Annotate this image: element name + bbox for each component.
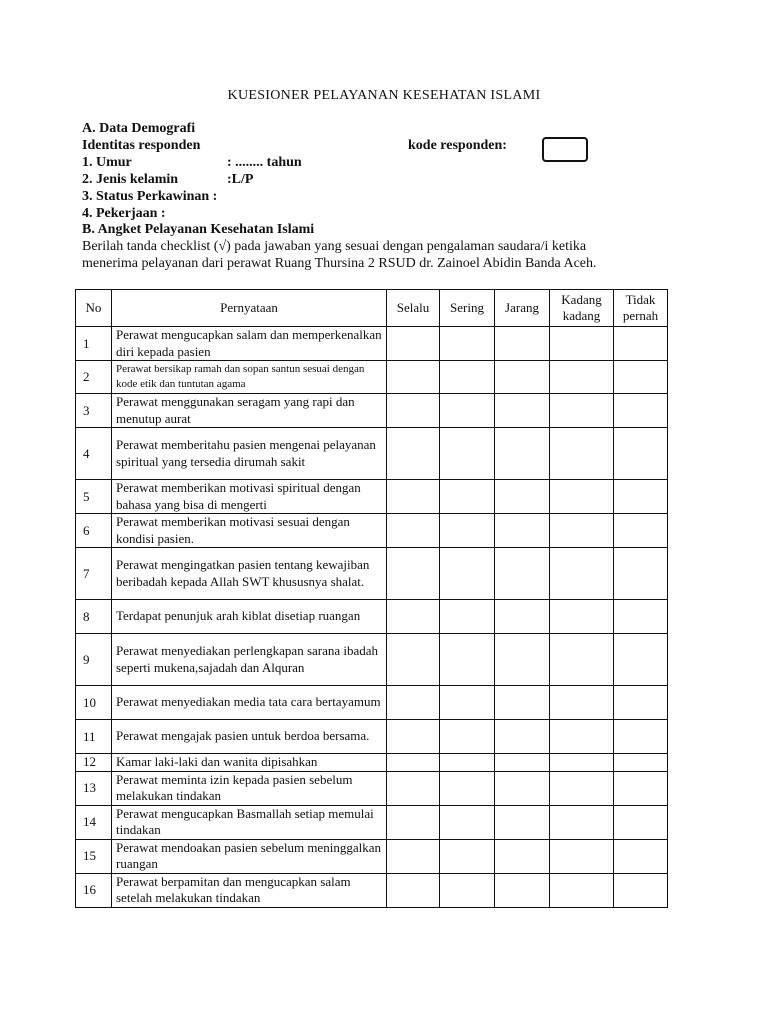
answer-tidak-pernah-cell[interactable]	[614, 805, 668, 839]
field-pekerjaan-label: 4. Pekerjaan :	[82, 206, 166, 221]
table-row	[76, 873, 668, 907]
answer-jarang-cell[interactable]	[495, 514, 550, 548]
row-statement: Perawat memberitahu pasien mengenai pelayanan spiritual yang tersedia dirumah sakit	[112, 428, 387, 480]
answer-jarang-cell[interactable]	[495, 327, 550, 361]
answer-tidak-pernah-cell[interactable]	[614, 361, 668, 394]
answer-selalu-cell[interactable]	[387, 600, 440, 634]
answer-kadang-cell[interactable]	[550, 428, 614, 480]
answer-selalu-cell[interactable]	[387, 548, 440, 600]
row-number: 13	[76, 771, 112, 805]
answer-sering-cell[interactable]	[440, 873, 495, 907]
answer-sering-cell[interactable]	[440, 480, 495, 514]
answer-sering-cell[interactable]	[440, 327, 495, 361]
answer-jarang-cell[interactable]	[495, 873, 550, 907]
table-row	[76, 634, 668, 686]
instruction-line-1: Berilah tanda checklist (√) pada jawaban yang sesuai dengan pengalaman saudara/i ketika	[82, 239, 587, 254]
answer-kadang-cell[interactable]	[550, 805, 614, 839]
table-row	[76, 600, 668, 634]
section-a-heading: A. Data Demografi	[82, 121, 196, 136]
answer-selalu-cell[interactable]	[387, 428, 440, 480]
answer-tidak-pernah-cell[interactable]	[614, 873, 668, 907]
answer-tidak-pernah-cell[interactable]	[614, 600, 668, 634]
table-header-row	[76, 290, 668, 327]
answer-jarang-cell[interactable]	[495, 394, 550, 428]
answer-kadang-cell[interactable]	[550, 394, 614, 428]
answer-selalu-cell[interactable]	[387, 839, 440, 873]
row-number: 15	[76, 839, 112, 873]
row-statement: Perawat meminta izin kepada pasien sebelum melakukan tindakan	[112, 771, 387, 805]
row-number: 8	[76, 600, 112, 634]
answer-selalu-cell[interactable]	[387, 394, 440, 428]
answer-tidak-pernah-cell[interactable]	[614, 394, 668, 428]
row-statement: Perawat memberikan motivasi sesuai dengan kondisi pasien.	[112, 514, 387, 548]
answer-selalu-cell[interactable]	[387, 754, 440, 772]
answer-sering-cell[interactable]	[440, 428, 495, 480]
answer-sering-cell[interactable]	[440, 394, 495, 428]
instruction-line-2: menerima pelayanan dari perawat Ruang Thursina 2 RSUD dr. Zainoel Abidin Banda Aceh.	[82, 256, 597, 271]
row-number: 3	[76, 394, 112, 428]
header-kadang-kadang	[550, 290, 614, 327]
answer-sering-cell[interactable]	[440, 754, 495, 772]
row-statement: Perawat mengingatkan pasien tentang kewajiban beribadah kepada Allah SWT khususnya shalat.	[112, 548, 387, 600]
answer-selalu-cell[interactable]	[387, 514, 440, 548]
row-number: 9	[76, 634, 112, 686]
table-row	[76, 839, 668, 873]
answer-jarang-cell[interactable]	[495, 839, 550, 873]
table-row	[76, 394, 668, 428]
row-number: 2	[76, 361, 112, 394]
row-statement: Perawat berpamitan dan mengucapkan salam setelah melakukan tindakan	[112, 873, 387, 907]
header-kadang-line2: kadang	[562, 308, 601, 323]
row-number: 7	[76, 548, 112, 600]
answer-jarang-cell[interactable]	[495, 634, 550, 686]
answer-selalu-cell[interactable]	[387, 686, 440, 720]
answer-kadang-cell[interactable]	[550, 361, 614, 394]
answer-jarang-cell[interactable]	[495, 686, 550, 720]
table-row	[76, 720, 668, 754]
answer-tidak-pernah-cell[interactable]	[614, 686, 668, 720]
field-jenis-kelamin-value[interactable]: :L/P	[227, 172, 254, 187]
row-statement: Perawat mengajak pasien untuk berdoa bersama.	[112, 720, 387, 754]
answer-selalu-cell[interactable]	[387, 720, 440, 754]
answer-selalu-cell[interactable]	[387, 480, 440, 514]
answer-kadang-cell[interactable]	[550, 600, 614, 634]
header-pernyataan: Pernyataan	[112, 290, 387, 327]
answer-kadang-cell[interactable]	[550, 720, 614, 754]
answer-kadang-cell[interactable]	[550, 754, 614, 772]
header-kadang-line1: Kadang	[561, 292, 602, 307]
table-row	[76, 754, 668, 772]
header-sering: Sering	[440, 290, 495, 327]
row-number: 6	[76, 514, 112, 548]
answer-tidak-pernah-cell[interactable]	[614, 634, 668, 686]
answer-kadang-cell[interactable]	[550, 686, 614, 720]
identitas-label: Identitas responden	[82, 138, 201, 153]
answer-jarang-cell[interactable]	[495, 771, 550, 805]
table-row	[76, 548, 668, 600]
answer-sering-cell[interactable]	[440, 839, 495, 873]
field-umur-label: 1. Umur	[82, 155, 132, 170]
answer-tidak-pernah-cell[interactable]	[614, 720, 668, 754]
header-tidak-pernah	[614, 290, 668, 327]
kode-responden-label: kode responden:	[408, 138, 507, 153]
field-jenis-kelamin-label: 2. Jenis kelamin	[82, 172, 179, 187]
header-tidak-line1: Tidak	[625, 292, 656, 307]
header-selalu: Selalu	[387, 290, 440, 327]
answer-jarang-cell[interactable]	[495, 548, 550, 600]
row-number: 12	[76, 754, 112, 772]
answer-jarang-cell[interactable]	[495, 428, 550, 480]
table-row	[76, 514, 668, 548]
table-row	[76, 361, 668, 394]
answer-sering-cell[interactable]	[440, 548, 495, 600]
answer-tidak-pernah-cell[interactable]	[614, 327, 668, 361]
header-tidak-line2: pernah	[622, 308, 659, 323]
row-number: 14	[76, 805, 112, 839]
answer-selalu-cell[interactable]	[387, 327, 440, 361]
answer-sering-cell[interactable]	[440, 600, 495, 634]
answer-sering-cell[interactable]	[440, 805, 495, 839]
field-umur-value[interactable]: : ........ tahun	[227, 155, 302, 170]
table-row	[76, 480, 668, 514]
answer-tidak-pernah-cell[interactable]	[614, 771, 668, 805]
answer-selalu-cell[interactable]	[387, 361, 440, 394]
answer-kadang-cell[interactable]	[550, 514, 614, 548]
answer-jarang-cell[interactable]	[495, 805, 550, 839]
row-statement: Terdapat penunjuk arah kiblat disetiap ruangan	[112, 600, 387, 634]
table-row	[76, 771, 668, 805]
answer-selalu-cell[interactable]	[387, 771, 440, 805]
answer-jarang-cell[interactable]	[495, 480, 550, 514]
row-number: 10	[76, 686, 112, 720]
row-number: 16	[76, 873, 112, 907]
document-title: KUESIONER PELAYANAN KESEHATAN ISLAMI	[227, 88, 541, 103]
row-statement: Perawat mengucapkan Basmallah setiap memulai tindakan	[112, 805, 387, 839]
answer-selalu-cell[interactable]	[387, 873, 440, 907]
row-statement: Kamar laki-laki dan wanita dipisahkan	[112, 754, 387, 772]
answer-sering-cell[interactable]	[440, 514, 495, 548]
kode-responden-box[interactable]	[542, 137, 588, 162]
field-status-perkawinan-label: 3. Status Perkawinan :	[82, 189, 218, 204]
answer-jarang-cell[interactable]	[495, 754, 550, 772]
row-number: 4	[76, 428, 112, 480]
answer-jarang-cell[interactable]	[495, 600, 550, 634]
answer-sering-cell[interactable]	[440, 361, 495, 394]
answer-kadang-cell[interactable]	[550, 873, 614, 907]
answer-kadang-cell[interactable]	[550, 548, 614, 600]
header-jarang: Jarang	[495, 290, 550, 327]
row-statement: Perawat mendoakan pasien sebelum meninggalkan ruangan	[112, 839, 387, 873]
answer-kadang-cell[interactable]	[550, 771, 614, 805]
answer-sering-cell[interactable]	[440, 634, 495, 686]
answer-sering-cell[interactable]	[440, 771, 495, 805]
row-statement: Perawat mengucapkan salam dan memperkenalkan diri kepada pasien	[112, 327, 387, 361]
answer-sering-cell[interactable]	[440, 720, 495, 754]
answer-kadang-cell[interactable]	[550, 480, 614, 514]
answer-kadang-cell[interactable]	[550, 839, 614, 873]
row-number: 1	[76, 327, 112, 361]
answer-selalu-cell[interactable]	[387, 634, 440, 686]
answer-tidak-pernah-cell[interactable]	[614, 839, 668, 873]
questionnaire-table	[75, 289, 668, 908]
answer-tidak-pernah-cell[interactable]	[614, 548, 668, 600]
answer-sering-cell[interactable]	[440, 686, 495, 720]
answer-jarang-cell[interactable]	[495, 361, 550, 394]
row-number: 5	[76, 480, 112, 514]
row-statement: Perawat menyediakan perlengkapan sarana ibadah seperti mukena,sajadah dan Alquran	[112, 634, 387, 686]
answer-kadang-cell[interactable]	[550, 634, 614, 686]
answer-jarang-cell[interactable]	[495, 720, 550, 754]
row-number: 11	[76, 720, 112, 754]
answer-selalu-cell[interactable]	[387, 805, 440, 839]
row-statement: Perawat memberikan motivasi spiritual dengan bahasa yang bisa di mengerti	[112, 480, 387, 514]
answer-tidak-pernah-cell[interactable]	[614, 480, 668, 514]
row-statement: Perawat menyediakan media tata cara bertayamum	[112, 686, 387, 720]
answer-tidak-pernah-cell[interactable]	[614, 514, 668, 548]
header-no: No	[76, 290, 112, 327]
row-statement: Perawat bersikap ramah dan sopan santun sesuai dengan kode etik dan tuntutan agama	[112, 361, 387, 394]
table-row	[76, 327, 668, 361]
answer-tidak-pernah-cell[interactable]	[614, 428, 668, 480]
answer-tidak-pernah-cell[interactable]	[614, 754, 668, 772]
table-row	[76, 686, 668, 720]
table-row	[76, 428, 668, 480]
answer-kadang-cell[interactable]	[550, 327, 614, 361]
table-row	[76, 805, 668, 839]
row-statement: Perawat menggunakan seragam yang rapi dan menutup aurat	[112, 394, 387, 428]
section-b-heading: B. Angket Pelayanan Kesehatan Islami	[82, 222, 315, 237]
